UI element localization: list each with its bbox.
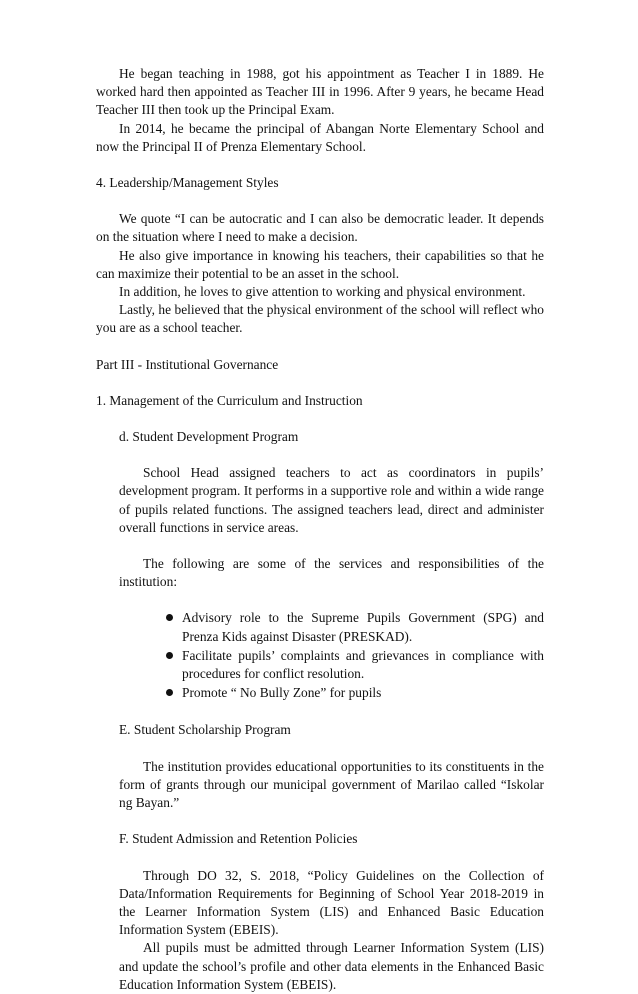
heading-admission: F. Student Admission and Retention Policies <box>119 831 358 847</box>
list-item: Facilitate pupils’ complaints and grievances in compliance with procedures for conflict resolution. <box>167 647 544 683</box>
heading-curriculum: 1. Management of the Curriculum and Instruction <box>96 392 363 408</box>
heading-scholarship: E. Student Scholarship Program <box>119 722 291 738</box>
paragraph-principal: In 2014, he became the principal of Abangan Norte Elementary School and now the Principal II of Prenza Elementary School. <box>96 120 544 154</box>
bullet-icon <box>166 689 173 696</box>
heading-student-development: d. Student Development Program <box>119 429 299 445</box>
bullet-icon <box>166 614 173 621</box>
document-page <box>96 65 544 994</box>
heading-leadership: 4. Leadership/Management Styles <box>96 175 279 191</box>
paragraph-lastly: Lastly, he believed that the physical environment of the school will reflect who you are as a school teacher. <box>96 302 544 336</box>
paragraph-scholarship: The institution provides educational opportunities to its constituents in the form of grants through our municipal government of Marilao called “Iskolar ng Bayan.” <box>119 758 544 811</box>
paragraph-do32: Through DO 32, S. 2018, “Policy Guidelines on the Collection of Data/Information Requirements for Beginning of School Year 2018-2019 in the Learner Information System (LIS) and Enhanced Basic Education Information System (EBEIS). <box>119 867 544 938</box>
paragraph-environment: In addition, he loves to give attention to working and physical environment. <box>119 284 526 300</box>
paragraph-coordinators: School Head assigned teachers to act as coordinators in pupils’ development program. It performs in a supportive role and within a wide range of pupils related functions. The assigned teachers lead, direct and administer overall functions in service areas. <box>119 465 544 535</box>
paragraph-services-intro: The following are some of the services and responsibilities of the institution: <box>119 556 544 590</box>
paragraph-teachers: He also give importance in knowing his teachers, their capabilities so that he can maximize their potential to be an asset in the school. <box>96 247 544 281</box>
heading-part-three: Part III - Institutional Governance <box>96 356 279 372</box>
services-list <box>167 609 544 702</box>
list-item: Promote “ No Bully Zone” for pupils <box>167 684 544 702</box>
list-item: Advisory role to the Supreme Pupils Government (SPG) and Prenza Kids against Disaster (PRESKAD). <box>167 609 544 645</box>
paragraph-career: He began teaching in 1988, got his appointment as Teacher I in 1889. He worked hard then appointed as Teacher III in 1996. After 9 years, he became Head Teacher III then took up the Principal Exam. <box>96 66 544 118</box>
paragraph-lis: All pupils must be admitted through Learner Information System (LIS) and update the school’s profile and other data elements in the Enhanced Basic Education Information System (EBEIS). <box>119 940 544 992</box>
paragraph-quote: We quote “I can be autocratic and I can also be democratic leader. It depends on the situation where I need to make a decision. <box>96 211 544 245</box>
bullet-icon <box>166 652 173 659</box>
